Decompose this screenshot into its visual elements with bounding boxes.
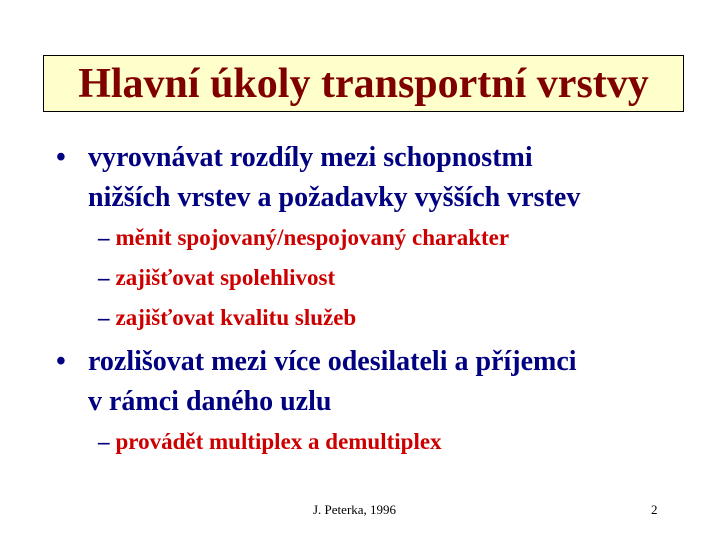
slide-title: Hlavní úkoly transportní vrstvy xyxy=(78,60,649,107)
bullet-text-line: rozlišovat mezi více odesilateli a příjemci xyxy=(88,346,577,377)
page-number: 2 xyxy=(651,502,658,517)
bullet-item xyxy=(56,346,676,416)
sub-item-text: měnit spojovaný/nespojovaný charakter xyxy=(115,225,510,250)
dash-marker: – xyxy=(98,225,110,250)
bullet-text-line: nižších vrstev a požadavky vyšších vrstev xyxy=(88,182,581,213)
sub-item xyxy=(98,305,356,331)
dash-marker: – xyxy=(98,305,110,330)
bullet-marker: • xyxy=(56,142,66,173)
dash-marker: – xyxy=(98,429,110,454)
sub-item xyxy=(98,265,335,291)
dash-marker: – xyxy=(98,265,110,290)
sub-item xyxy=(98,429,442,455)
sub-item xyxy=(98,225,509,251)
bullet-text-line: vyrovnávat rozdíly mezi schopnostmi xyxy=(88,142,533,173)
bullet-marker: • xyxy=(56,346,66,377)
sub-item-text: zajišťovat kvalitu služeb xyxy=(115,305,357,330)
footer-author: J. Peterka, 1996 xyxy=(313,502,397,517)
bullet-text-line: v rámci daného uzlu xyxy=(88,386,332,417)
slide-title-box xyxy=(43,55,684,112)
bullet-item xyxy=(56,142,676,212)
sub-item-text: zajišťovat spolehlivost xyxy=(115,265,336,290)
sub-item-text: provádět multiplex a demultiplex xyxy=(115,429,442,454)
